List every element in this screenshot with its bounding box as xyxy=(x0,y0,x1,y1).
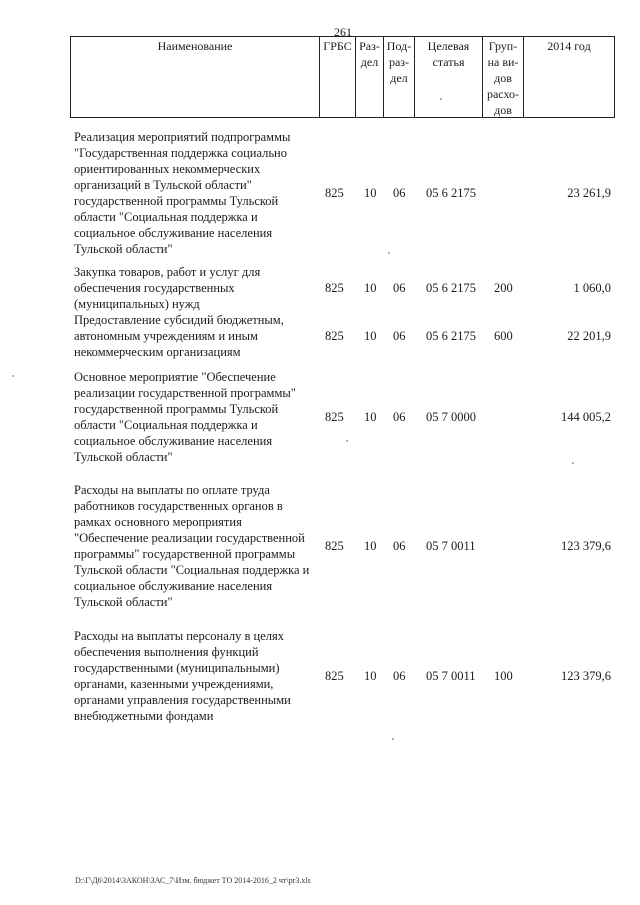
table-header xyxy=(70,36,615,118)
header-name: Наименование xyxy=(70,37,319,117)
scan-speck xyxy=(440,98,442,100)
row-grbs: 825 xyxy=(325,669,344,683)
header-gruppa: Груп- на ви- дов расхо- дов xyxy=(482,37,523,117)
row-name: Реализация мероприятий подпрограммы "Государственная поддержка социально ориентированных некоммерческих организаций в Тульской области" государственной программы Тульской области "Социальная поддержка и социальное обслуживание населения Тульской области" xyxy=(74,130,291,256)
row-grbs: 825 xyxy=(325,410,344,424)
header-podrazdel: Под- раз- дел xyxy=(383,37,414,117)
page-number: 261 xyxy=(334,25,352,39)
row-cel-statya: 05 7 0011 xyxy=(426,669,476,683)
row-grbs: 825 xyxy=(325,539,344,553)
row-cel-statya: 05 6 2175 xyxy=(426,186,476,200)
header-grbs: ГРБС xyxy=(319,37,355,117)
row-name: Расходы на выплаты персоналу в целях обеспечения выполнения функций государственными (муниципальными) органами, казенными учреждениями, органами управления государственными внебюджетными фондами xyxy=(74,629,291,723)
row-cel-statya: 05 6 2175 xyxy=(426,281,476,295)
row-grbs: 825 xyxy=(325,329,344,343)
row-sum: 123 379,6 xyxy=(561,539,611,553)
row-podrazdel: 06 xyxy=(393,410,406,424)
row-sum: 144 005,2 xyxy=(561,410,611,424)
row-razdel: 10 xyxy=(364,669,377,683)
row-sum: 22 201,9 xyxy=(567,329,611,343)
row-sum: 23 261,9 xyxy=(567,186,611,200)
row-podrazdel: 06 xyxy=(393,329,406,343)
row-sum: 1 060,0 xyxy=(573,281,611,295)
row-sum: 123 379,6 xyxy=(561,669,611,683)
row-name: Расходы на выплаты по оплате труда работников государственных органов в рамках основного мероприятия "Обеспечение реализации государственной программы" государственной программы Тульской области "Социальная поддержка и социальное обслуживание населения Тульской области" xyxy=(74,483,310,609)
row-podrazdel: 06 xyxy=(393,186,406,200)
row-podrazdel: 06 xyxy=(393,281,406,295)
row-grbs: 825 xyxy=(325,281,344,295)
row-gruppa: 100 xyxy=(494,669,513,683)
scan-speck xyxy=(572,462,574,464)
scan-speck xyxy=(388,252,390,254)
row-podrazdel: 06 xyxy=(393,539,406,553)
scan-speck xyxy=(12,375,14,377)
row-razdel: 10 xyxy=(364,186,377,200)
row-razdel: 10 xyxy=(364,329,377,343)
row-gruppa: 600 xyxy=(494,329,513,343)
row-name: Закупка товаров, работ и услуг для обеспечения государственных (муниципальных) нужд xyxy=(74,265,261,311)
row-razdel: 10 xyxy=(364,410,377,424)
row-grbs: 825 xyxy=(325,186,344,200)
row-cel-statya: 05 7 0000 xyxy=(426,410,476,424)
row-name: Основное мероприятие "Обеспечение реализации государственной программы" государственной программы Тульской области "Социальная поддержка и социальное обслуживание населения Тульской области" xyxy=(74,370,296,464)
header-cel-statya: Целевая статья xyxy=(414,37,482,117)
header-year: 2014 год xyxy=(523,37,615,117)
row-gruppa: 200 xyxy=(494,281,513,295)
row-razdel: 10 xyxy=(364,281,377,295)
header-razdel: Раз- дел xyxy=(355,37,383,117)
scan-speck xyxy=(346,440,348,442)
file-path-footer: D:\Г\Д6\2014\ЗАКОН\ЗАС_7\Изм. бюджет ТО 2014-2016_2 чт\pr3.xls xyxy=(75,876,311,885)
row-cel-statya: 05 6 2175 xyxy=(426,329,476,343)
row-razdel: 10 xyxy=(364,539,377,553)
scan-speck xyxy=(392,738,394,740)
row-cel-statya: 05 7 0011 xyxy=(426,539,476,553)
row-name: Предоставление субсидий бюджетным, автономным учреждениям и иным некоммерческим организациям xyxy=(74,313,284,359)
row-podrazdel: 06 xyxy=(393,669,406,683)
